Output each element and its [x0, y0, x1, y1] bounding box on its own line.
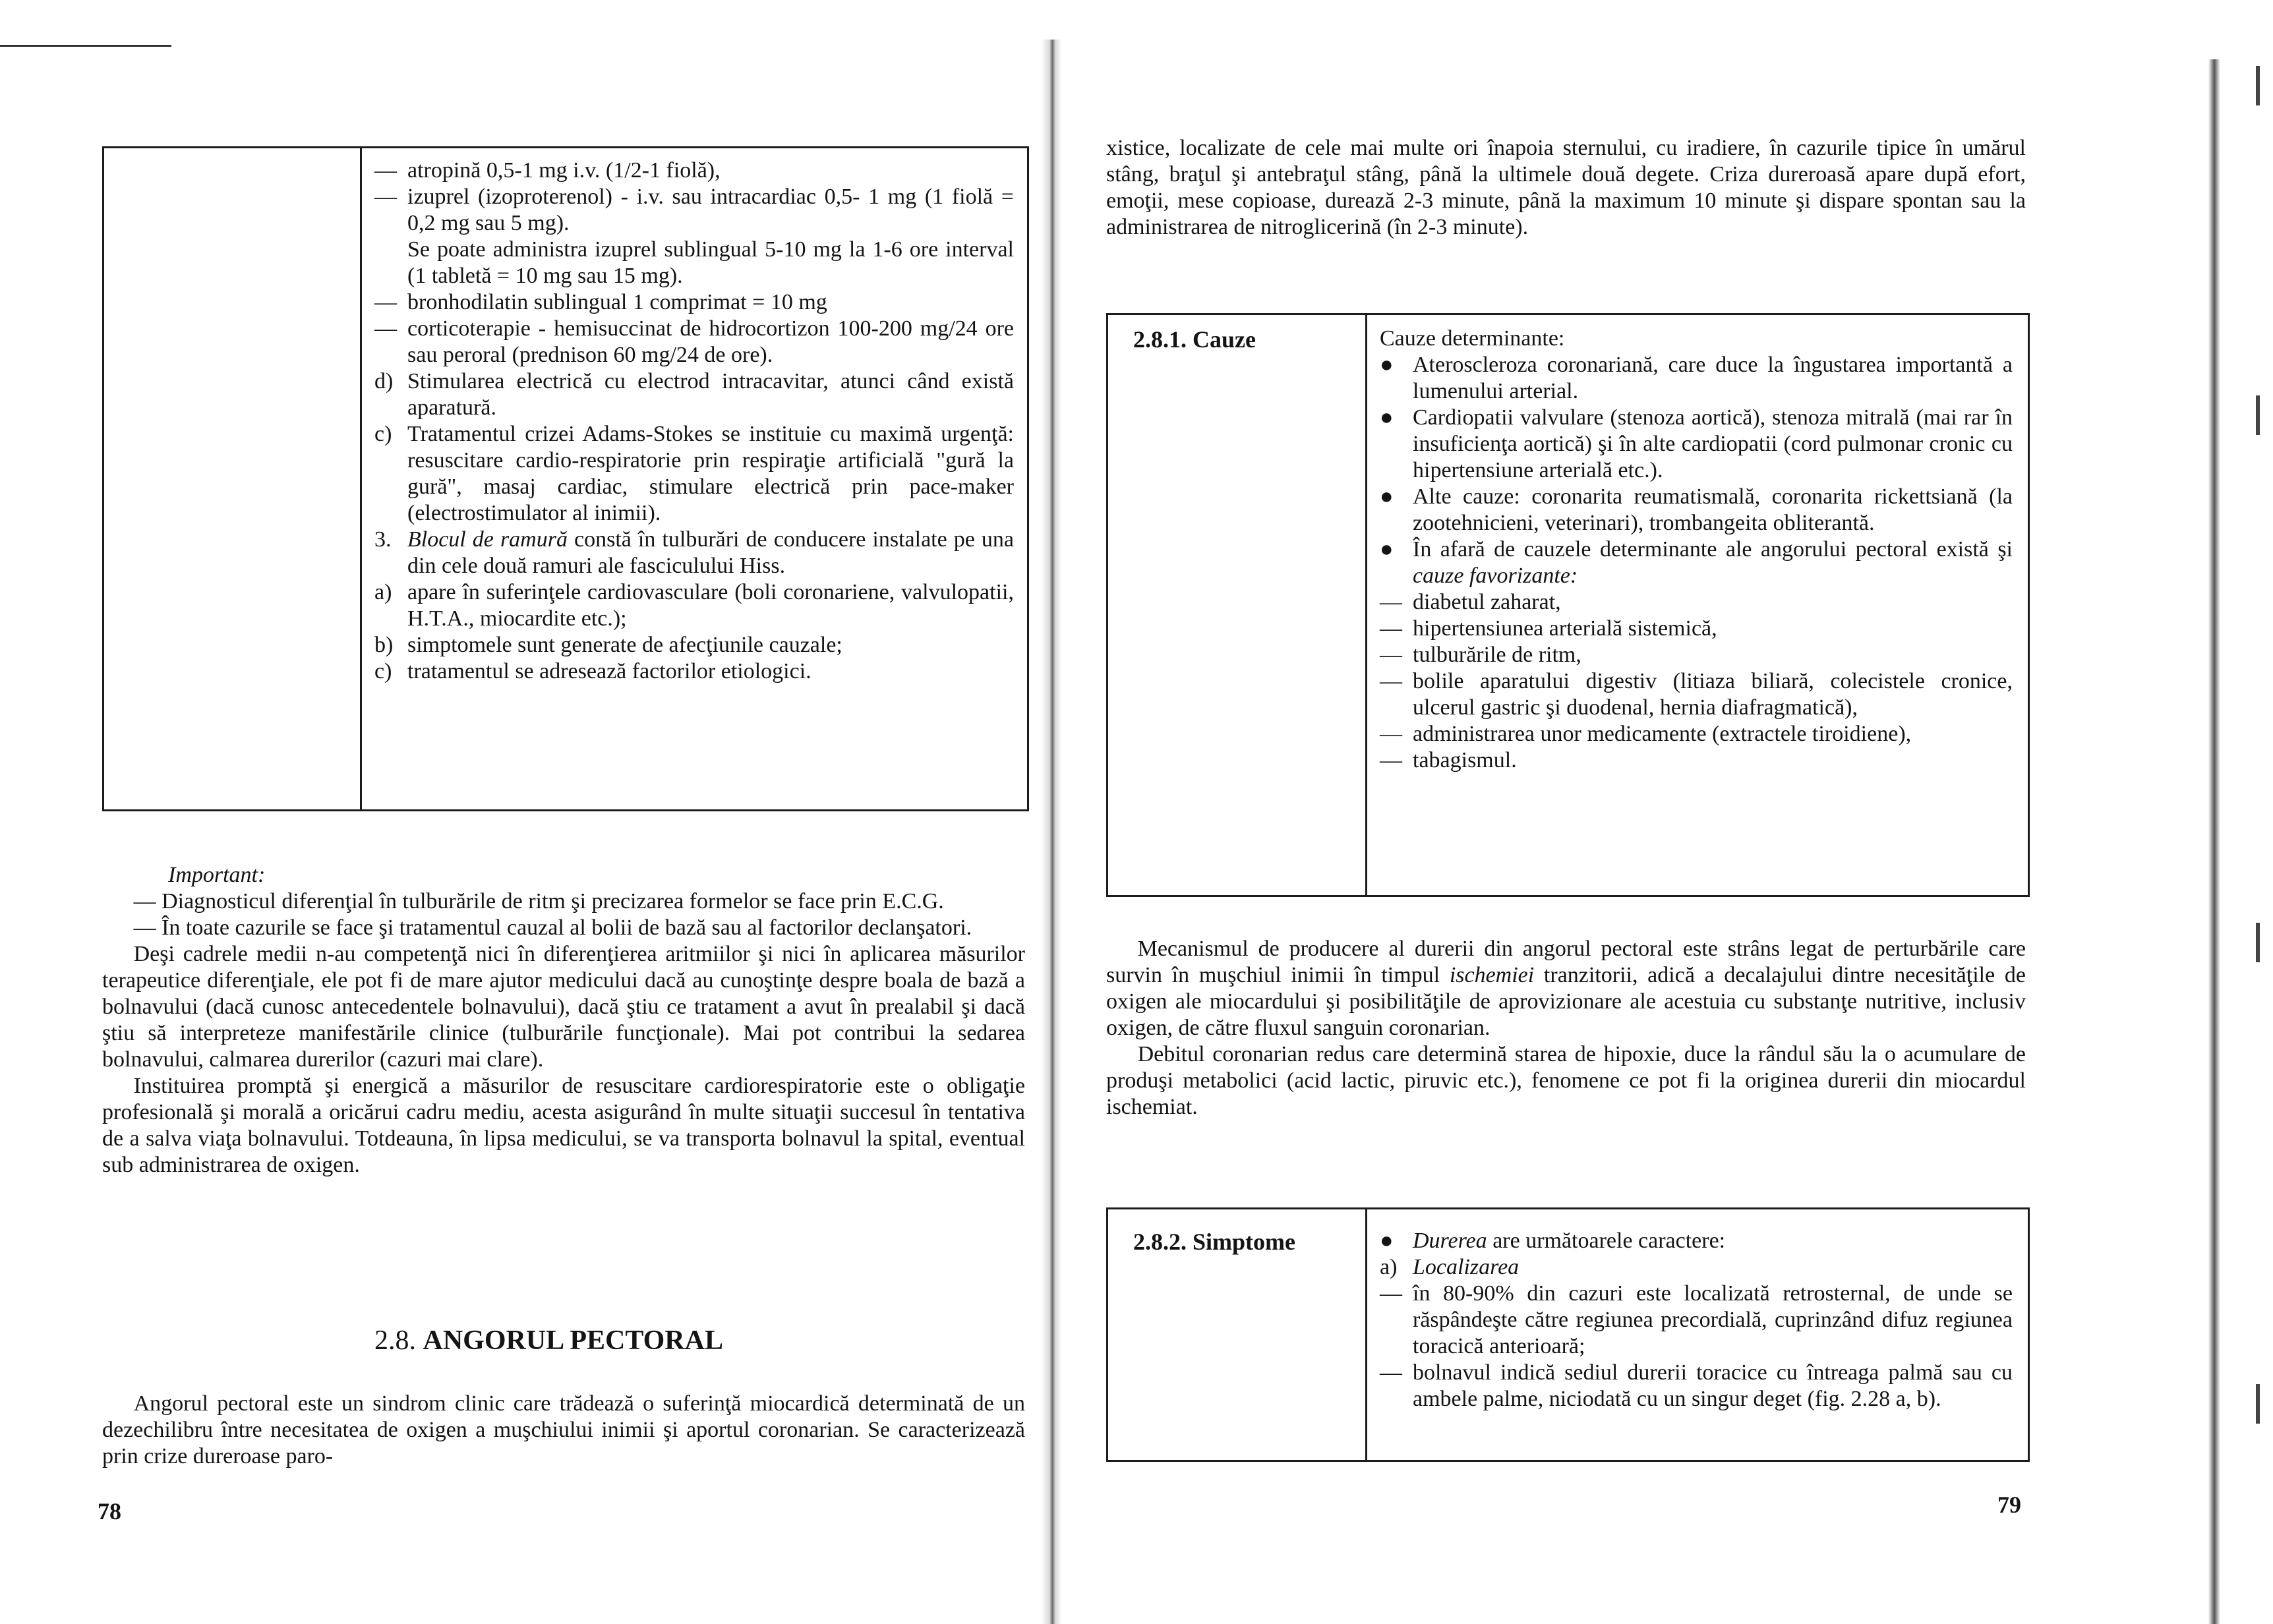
list-item: — atropină 0,5-1 mg i.v. (1/2-1 fiolă), [374, 158, 721, 183]
paragraph: Debitul coronarian redus care determină starea de hipoxie, duce la rândul său la o acumulare de produşi metabolici (acid lactic, piruvic etc.), fenomene ce pot fi la originea durerii din miocardul ischemiat. [1106, 1042, 2026, 1119]
top-paragraph: xistice, localizate de cele mai multe ori înapoia sternului, cu iradiere, în cazurile tipice în umărul stâng, braţul şi antebraţul stâng, până la ultimele două degete. Criza dureroasă apare după efort, emoţii, mese copioase, durează 2-3 minute, până la maximum 10 minute şi dispare spontan sau la administrarea de nitroglicerină (în 2-3 minute). [1106, 136, 2026, 239]
symptoms-list [1380, 1228, 2013, 1412]
page-number: 78 [98, 1498, 121, 1524]
treatment-list [374, 158, 1014, 685]
right-page [1055, 0, 2273, 1624]
mechanism-section [1106, 936, 2026, 1120]
list-item: 3. Blocul de ramură constă în tulburări de conducere instalate pe una din cele două ramuri ale fasciculului Hiss. [374, 527, 1014, 578]
treatment-table [102, 146, 1029, 811]
section-title: ANGORUL PECTORAL [423, 1325, 723, 1356]
list-item: a) Localizarea [1380, 1255, 1520, 1279]
list-item: b) simptomele sunt generate de afecţiunile cauzale; [374, 633, 842, 657]
important-label: Important: [168, 863, 266, 887]
list-item: ● Cardiopatii valvulare (stenoza aortică), stenoza mitrală (mai rar în insuficienţa aortică) şi în alte cardiopatii (cord pulmonar cronic cu hipertensiune arterială etc.). [1380, 405, 2013, 482]
box-column-divider [1365, 1209, 1367, 1460]
paragraph: — În toate cazurile se face şi tratamentul cauzal al bolii de bază sau al factorilor declanşatori. [133, 915, 972, 940]
paragraph: Instituirea promptă şi energică a măsurilor de resuscitare cardiorespiratorie este o obligaţie profesională şi morală a oricărui cadru mediu, acesta asigurând în multe situaţii succesul în tentativa de a salva viaţa bolnavului. Totdeauna, în lipsa medicului, se va transporta bolnavul la spital, eventual sub administrarea de oxigen. [102, 1074, 1025, 1177]
paragraph: Mecanismul de producere al durerii din angorul pectoral este strâns legat de perturbările care survin în muşchiul inimii în timpul ischemiei tranzitorii, adică a decalajului dintre necesităţile de oxigen ale miocardului şi posibilităţile de aprovizionare ale acestuia cu substanţe nutritive, inclusiv oxigen, de către fluxul sanguin coronarian. [1106, 937, 2026, 1040]
section-number: 2.8. [374, 1325, 416, 1356]
intro-paragraph: Angorul pectoral este un sindrom clinic care trădează o suferinţă miocardică determinată de un dezechilibru între necesitatea de oxigen a muşchiului inimii şi aportul coronarian. Se caracterizează prin crize dureroase paro- [102, 1391, 1025, 1468]
list-item: ● În afară de cauzele determinante ale angorului pectoral există şi cauze favorizante: [1380, 537, 2013, 588]
table-column-divider [360, 148, 362, 809]
paragraph: Deşi cadrele medii n-au competenţă nici în diferenţierea aritmiilor şi nici în aplicarea măsurilor terapeutice diferenţiale, ele pot fi de mare ajutor medicului dacă au cunoştinţe despre boala de bază a bolnavului (dacă cunosc antecedentele bolnavului), dacă ştiu ce tratament a avut în prealabil şi dacă ştiu să interpreteze manifestările clinice (tulburările funcţionale). Mai pot contribui la sedarea bolnavului, calmarea durerilor (cazuri mai clare). [102, 942, 1025, 1072]
list-item: — tabagismul. [1380, 748, 1517, 772]
list-item: c) tratamentul se adresează factorilor etiologici. [374, 659, 812, 683]
causes-box [1106, 313, 2030, 897]
list-item: ● Ateroscleroza coronariană, care duce la îngustarea importantă a lumenului arterial. [1380, 353, 2013, 403]
section-heading [374, 1325, 723, 1356]
list-item: d) Stimularea electrică cu electrod intracavitar, atunci când există aparatură. [374, 369, 1014, 420]
list-item: — corticoterapie - hemisuccinat de hidrocortizon 100-200 mg/24 ore sau peroral (prednison 60 mg/24 de ore). [374, 316, 1014, 367]
list-item: c) Tratamentul crizei Adams-Stokes se instituie cu maximă urgenţă: resuscitare cardio-respiratorie prin respiraţie artificială "gură la gură", masaj cardiac, stimulare electrică prin pace-maker (electrostimulator al inimii). [374, 422, 1014, 525]
page-number: 79 [1997, 1492, 2021, 1518]
symptoms-box [1106, 1207, 2030, 1462]
list-item: — bolile aparatului digestiv (litiaza biliară, colecistele cronice, ulcerul gastric şi duodenal, hernia diafragmatică), [1380, 669, 2013, 720]
list-item: — izuprel (izoproterenol) - i.v. sau intracardiac 0,5- 1 mg (1 fiolă = 0,2 mg sau 5 mg). [374, 185, 1014, 235]
list-item: — bolnavul indică sediul durerii toracice cu întreaga palmă sau cu ambele palme, niciodată cu un singur deget (fig. 2.28 a, b). [1380, 1360, 2013, 1411]
left-page [0, 0, 1042, 1624]
list-item: — diabetul zaharat, [1380, 590, 1561, 614]
causes-intro: Cauze determinante: [1380, 326, 1565, 351]
list-item: — în 80-90% din cazuri este localizată retrosternal, de unde se răspândeşte către regiunea precordială, cuprinzând difuz regiunea toracică anterioară; [1380, 1281, 2013, 1358]
list-item: — bronhodilatin sublingual 1 comprimat = 10 mg [374, 290, 827, 314]
list-item: — hipertensiunea arterială sistemică, [1380, 616, 1717, 641]
list-item: Se poate administra izuprel sublingual 5-10 mg la 1-6 ore interval (1 tabletă = 10 mg sau 15 mg). [407, 237, 1014, 288]
causes-heading: 2.8.1. Cauze [1133, 326, 1256, 353]
paragraph: — Diagnosticul diferenţial în tulburările de ritm şi precizarea formelor se face prin E.C.G. [133, 889, 944, 914]
list-item: ● Durerea are următoarele caractere: [1380, 1229, 1726, 1253]
list-item: a) apare în suferinţele cardiovasculare (boli coronariene, valvulopatii, H.T.A., miocardite etc.); [374, 580, 1014, 631]
causes-list [1380, 326, 2013, 774]
symptoms-heading: 2.8.2. Simptome [1133, 1229, 1295, 1255]
important-section [102, 862, 1025, 1178]
list-item: — administrarea unor medicamente (extractele tiroidiene), [1380, 722, 1912, 746]
list-item: — tulburările de ritm, [1380, 643, 1581, 667]
list-item: ● Alte cauze: coronarita reumatismală, coronarita rickettsiană (la zootehnicieni, veterinari), trombangeita obliterantă. [1380, 484, 2013, 535]
box-column-divider [1365, 315, 1367, 895]
